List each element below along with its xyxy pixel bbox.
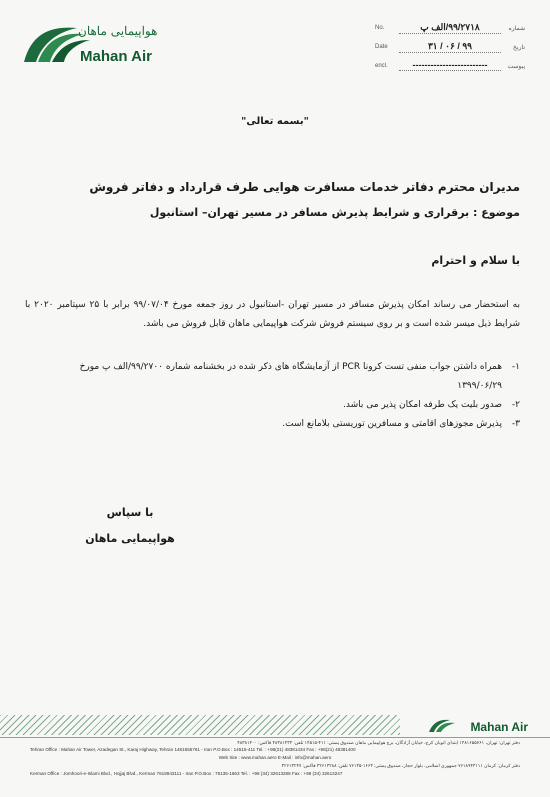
list-item: ۳- پذیرش مجوزهای اقامتی و مسافرین توریستی بلامانع است.: [282, 419, 520, 429]
enclosure-value: -------------------------: [399, 60, 501, 71]
closing-signatory: هواپیمایی ماهان: [85, 532, 175, 545]
greeting: با سلام و احترام: [431, 254, 520, 267]
subject-line: موضوع : برقراری و شرایط پذیرش مسافر در مسیر تهران– استانبول: [149, 206, 520, 219]
footer-logo-text: Mahan Air: [470, 720, 528, 734]
logo-english-text: Mahan Air: [80, 48, 152, 65]
kerman-address-fa: دفتر کرمان: کرمان ۷۶۱۸۹۴۳۱۱۱ جمهوری اسلامی، بلوار حجاز، صندوق پستی: ۱۶۶۳-۷۶۱۳۵ تلفن: ۳۲۶۱۳۲۸۸ فاکس: ۳۲۶۱۳۲۴۷: [281, 763, 520, 768]
conditions-list: [50, 358, 520, 434]
footer-stripe: [0, 715, 400, 735]
logo-persian-text: هواپیمایی ماهان: [78, 24, 158, 38]
kerman-address-en: Kerman Office : Jomhoori-e-Islami Blvd., Hojjaj Blvd., Kerman 7618943111 - Iran P.O.Box : 76135-1663 Tel. : +98 (34) 32613288 Fax : +98 (34) 32613247: [30, 771, 343, 776]
footer-divider: [0, 737, 550, 738]
closing-thanks: با سپاس: [106, 506, 154, 519]
body-paragraph: به استحضار می رساند امکان پذیرش مسافر در مسیر تهران -استانبول در روز جمعه مورخ ۹۹/۰۷/۰۴ برابر با ۲۵ سپتامبر ۲۰۲۰ با شرایط ذیل میسر شده است و بر روی سیستم فروش شرکت هواپیمایی ماهان قابل فروش می باشد.: [25, 300, 520, 329]
tehran-address-en: Tehran Office : Mahan Air Tower, Azadegan St., Karaj Highway, Tehran 1481655761 - Iran P.O.Box : 14515-411 Tel. : +98(21) 48381434 Fax : +98(21) 48381400: [30, 747, 356, 752]
enclosure-field: encl. ------------------------- پیوست: [375, 60, 525, 70]
addressee-line: مدیران محترم دفاتر خدمات مسافرت هوایی طرف قرارداد و دفاتر فروش: [89, 180, 520, 194]
web-email: Web Site : www.mahan.aero E-Mail : info@mahan.aero: [218, 755, 332, 760]
list-item: ۲- صدور بلیت یک طرفه امکان پذیر می باشد.: [343, 400, 520, 410]
letter-number-value: ۹۹/۲۷۱۸/الف پ: [399, 22, 501, 34]
letter-date-value: ۹۹ / ۰۶ / ۳۱: [399, 41, 501, 53]
letter-date-field: Date ۹۹ / ۰۶ / ۳۱ تاریخ: [375, 41, 525, 51]
tehran-address-fa: دفتر تهران: تهران، ۱۴۸۱۶۵۵۷۶۱ ابتدای اتوبان کرج، خیابان آزادگان، برج هواپیمایی ماهان صندوق پستی: ۴۱۱-۱۴۵۱۵ تلفن: ۴۸۳۸۱۴۳۴ فاکس: ۴۸۳۸۱۴۰۰: [237, 740, 520, 745]
letterhead-footer: [0, 715, 550, 797]
basmala-heading: "بسمه تعالی": [241, 116, 309, 127]
list-item: ۱- همراه داشتن جواب منفی تست کرونا PCR از آزمایشگاه های ذکر شده در بخشنامه شماره ۹۹/۲۷۰۰/الف پ مورخ ۱۳۹۹/۰۶/۲۹: [79, 362, 520, 391]
letter-number-field: No. ۹۹/۲۷۱۸/الف پ شماره: [375, 22, 525, 32]
footer-logo-icon: [428, 718, 458, 734]
